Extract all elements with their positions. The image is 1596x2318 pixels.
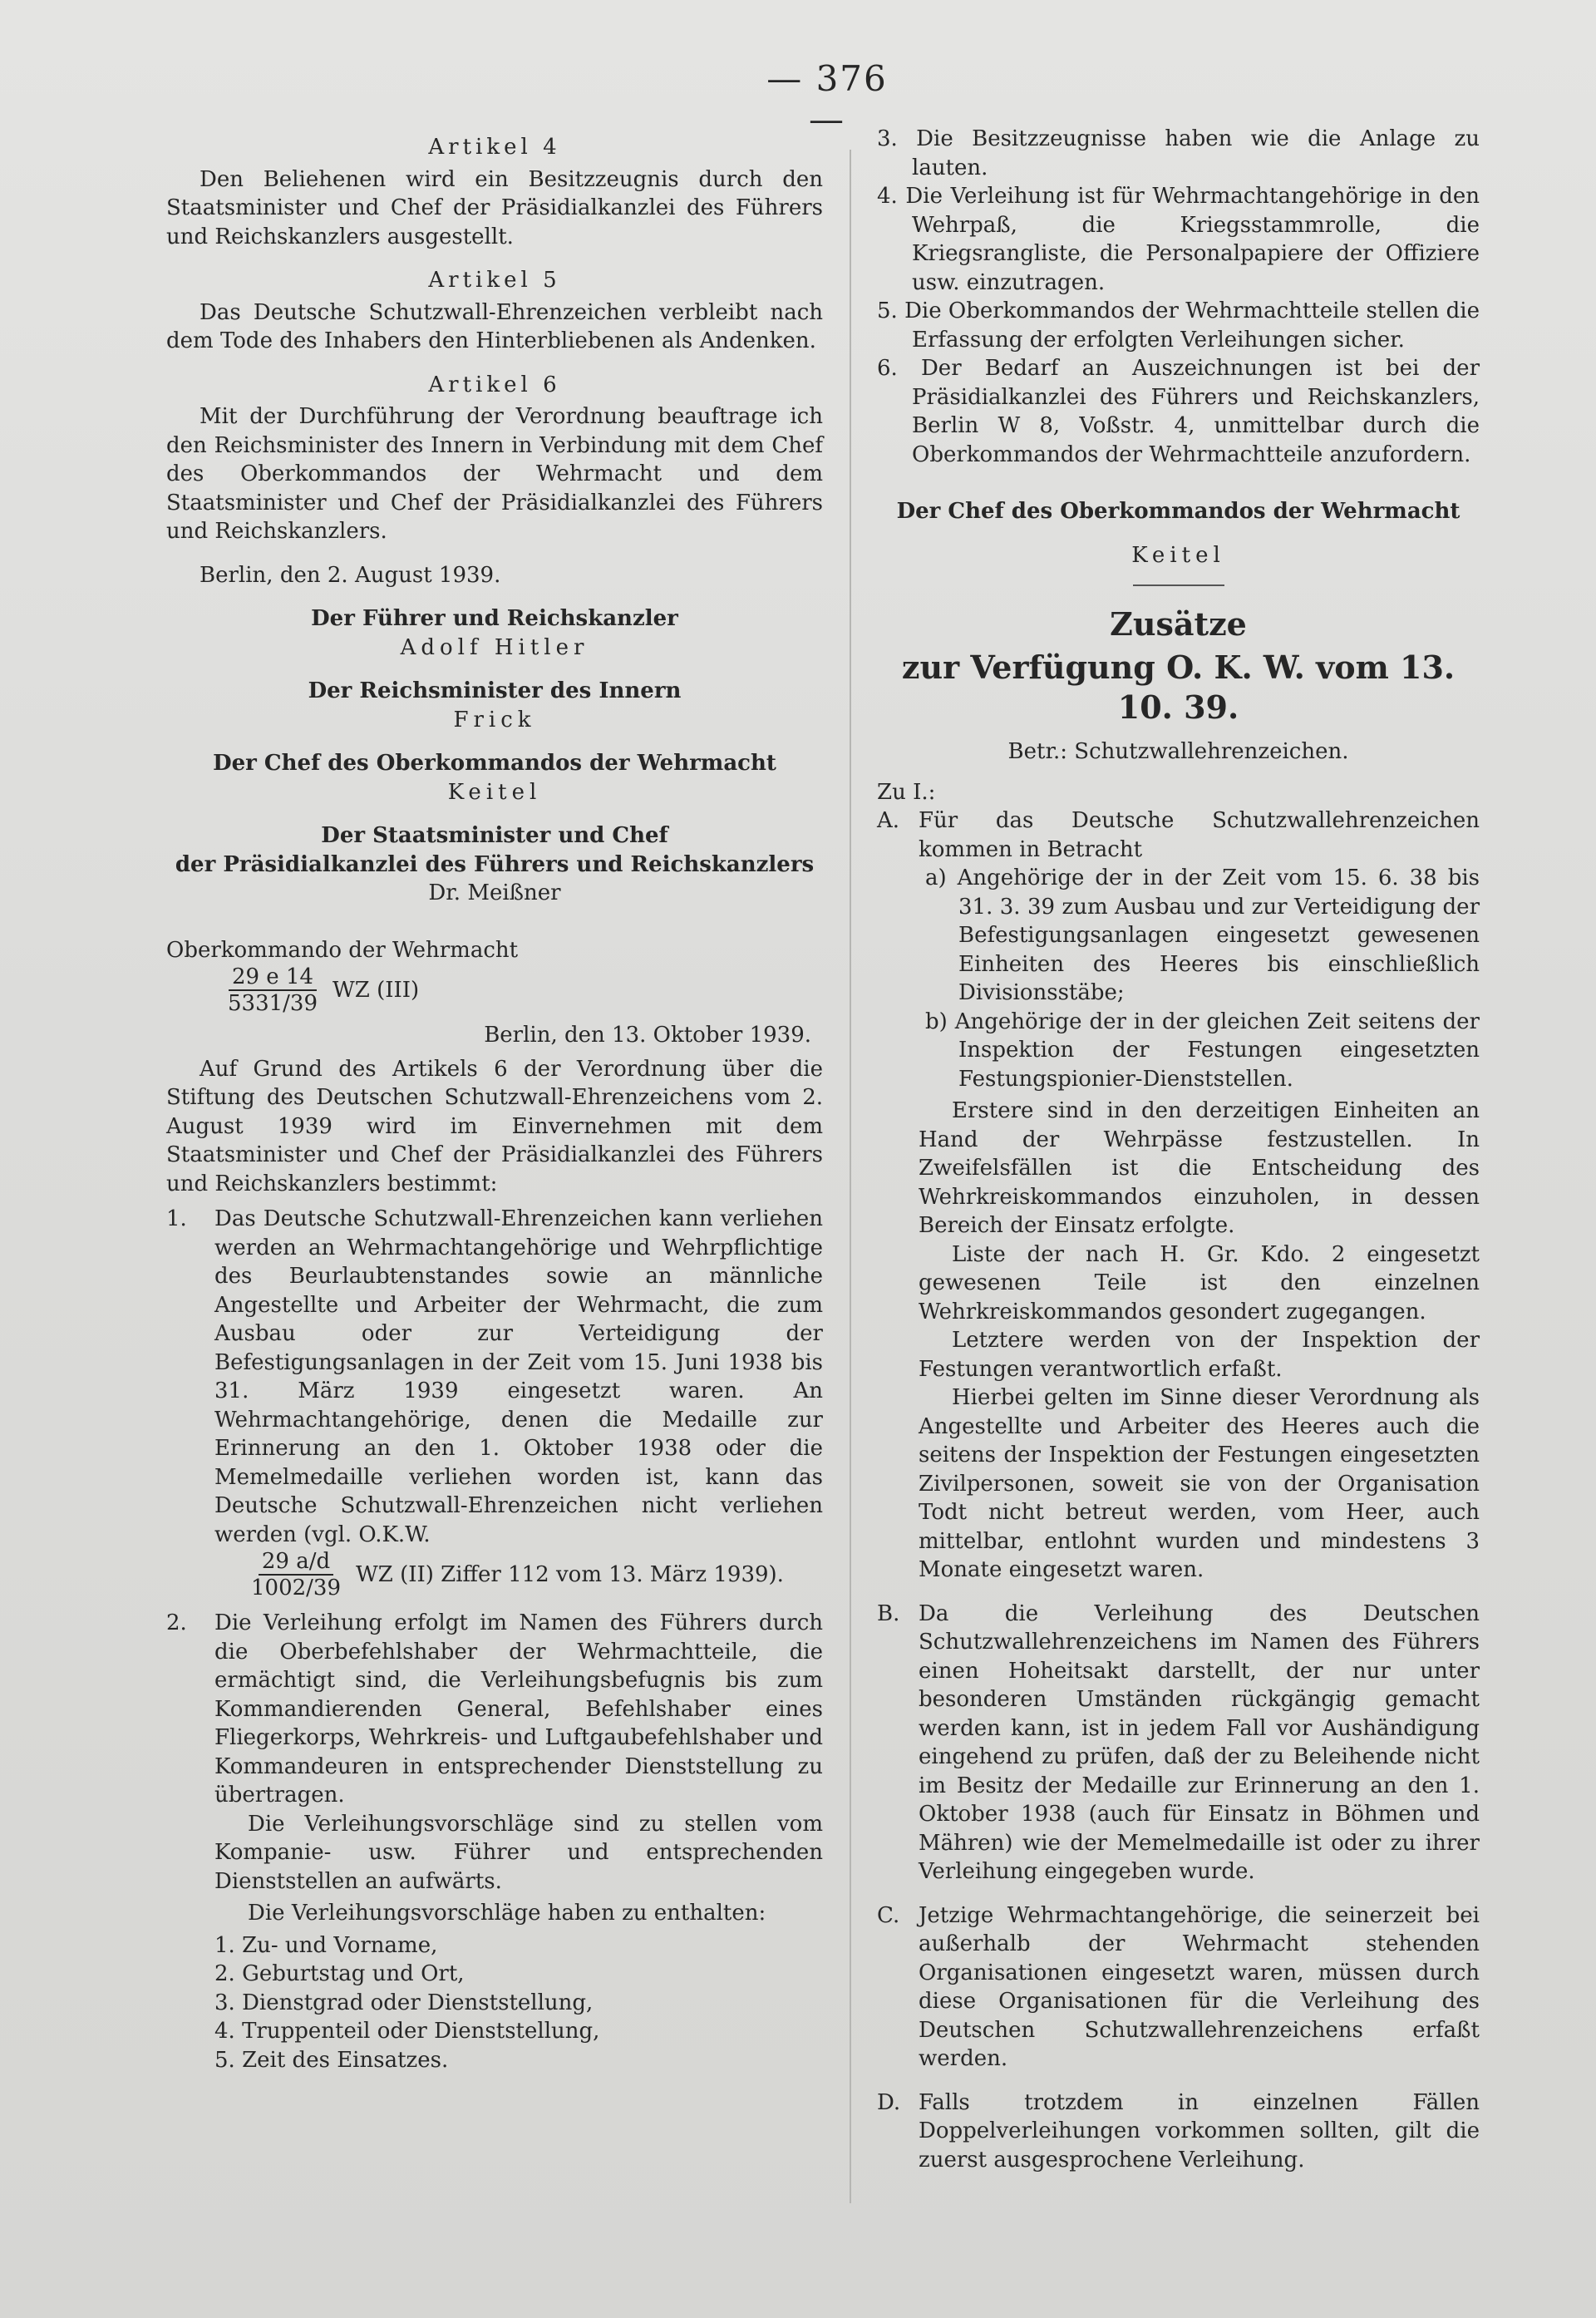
signature-name-keitel: Keitel xyxy=(447,779,542,805)
reference-suffix: WZ (III) xyxy=(332,977,420,1003)
section-a-paragraph-3: Letztere werden von der Inspektion der Festungen verantwortlich erfaßt. xyxy=(919,1328,1480,1382)
article-4-heading: Artikel 4 xyxy=(428,135,561,160)
section-b-label: B. xyxy=(877,1600,900,1626)
subject-line: Betr.: Schutzwallehrenzeichen. xyxy=(1007,739,1349,764)
list-item: 3. Dienstgrad oder Dienststellung, xyxy=(214,1990,594,2015)
okw-date: Berlin, den 13. Oktober 1939. xyxy=(484,1023,811,1048)
section-c-label: C. xyxy=(877,1902,900,1928)
divider-rule xyxy=(1133,584,1224,586)
section-d xyxy=(877,2089,1480,2175)
signature-name-keitel-right: Keitel xyxy=(1131,542,1225,568)
reference-fraction xyxy=(224,964,321,1016)
item-2-number: 2. xyxy=(166,1610,187,1635)
item-2-paragraph-2: Die Verleihungsvorschläge sind zu stellen vom Kompanie- usw. Führer und entsprechenden Dienststellen an aufwärts. xyxy=(214,1811,823,1894)
item-2 xyxy=(166,1609,823,1810)
signature-title-staatsminister: Der Staatsminister und Chef xyxy=(321,823,668,848)
signature-name-frick: Frick xyxy=(453,707,536,732)
signature-title-praesidialkanzlei: der Präsidialkanzlei des Führers und Reichskanzlers xyxy=(175,851,815,877)
item-1-text: Das Deutsche Schutzwall-Ehrenzeichen kann verliehen werden an Wehrmachtangehörige und Wehrpflichtige des Beurlaubtenstandes sowie an männliche Angestellte und Arbeiter der Wehrmacht, die zum Ausbau oder zur Verteidigung der Befestigungsanlagen in der Zeit vom 15. Juni 1938 bis 31. März 1939 eingesetzt waren. An Wehrmachtangehörige, denen die Medaille zur Erinnerung an den 1. Oktober 1938 oder die Memelmedaille verliehen worden ist, kann das Deutsche Schutzwall-Ehrenzeichen nicht verliehen werden (vgl. O.K.W. xyxy=(214,1206,823,1547)
okw-intro: Auf Grund des Artikels 6 der Verordnung über die Stiftung des Deutschen Schutzwall-Ehrenzeichens vom 2. August 1939 wird im Einvernehmen mit dem Staatsminister und Chef der Präsidialkanzlei des Führers und Reichskanzlers bestimmt: xyxy=(166,1056,823,1196)
item-1-ref-suffix: WZ (II) Ziffer 112 vom 13. März 1939). xyxy=(356,1561,784,1587)
left-column xyxy=(166,125,823,2074)
reference-number xyxy=(224,964,823,1016)
item-2-paragraph-3: Die Verleihungsvorschläge haben zu enthalten: xyxy=(248,1901,766,1926)
article-6-heading: Artikel 6 xyxy=(428,372,561,397)
section-a-sub-a: a) Angehörige der in der Zeit vom 15. 6. 38 bis 31. 3. 39 zum Ausbau und zur Verteidigung der Befestigungsanlagen eingesetzt gewesenen Einheiten des Heeres bis einschließlich Divisionsstäbe; xyxy=(925,866,1480,1005)
item-1-fraction xyxy=(248,1549,344,1600)
section-d-label: D. xyxy=(877,2089,901,2115)
column-divider xyxy=(850,150,851,2203)
item-2-text: Die Verleihung erfolgt im Namen des Führers durch die Oberbefehlshaber der Wehrmachtteile, die ermächtigt sind, die Verleihungsbefugnis bis zum Kommandierenden General, Befehlshaber eines Fliegerkorps, Wehrkreis- und Luftgaubefehlshaber und Kommandeuren in entsprechender Dienststellung zu übertragen. xyxy=(214,1610,823,1808)
section-a-paragraph-1: Erstere sind in den derzeitigen Einheiten an Hand der Wehrpässe festzustellen. In Zweifelsfällen ist die Entscheidung des Wehrkreiskommandos einzuholen, in dessen Bereich der Einsatz erfolgte. xyxy=(919,1098,1480,1238)
signature-name-hitler: Adolf Hitler xyxy=(400,634,589,660)
place-date: Berlin, den 2. August 1939. xyxy=(200,562,501,588)
signature-title-interior: Der Reichsminister des Innern xyxy=(308,678,682,703)
section-a-label: A. xyxy=(877,808,900,833)
list-item: 2. Geburtstag und Ort, xyxy=(214,1961,465,1986)
item-3: 3. Die Besitzzeugnisse haben wie die Anlage zu lauten. xyxy=(877,126,1480,180)
list-item: 5. Zeit des Einsatzes. xyxy=(214,2047,449,2073)
item-6: 6. Der Bedarf an Auszeichnungen ist bei der Präsidialkanzlei des Führers und Reichskanzlers, Berlin W 8, Voßstr. 4, unmittelbar durch die Oberkommandos der Wehrmachtteile anzufordern. xyxy=(877,356,1480,467)
item-4: 4. Die Verleihung ist für Wehrmachtangehörige in den Wehrpaß, die Kriegsstammrolle, die Kriegsrangliste, die Personalpapiere der Offiziere usw. einzutragen. xyxy=(877,184,1480,295)
article-5-heading: Artikel 5 xyxy=(428,268,561,293)
article-6-text: Mit der Durchführung der Verordnung beauftrage ich den Reichsminister des Innern in Verbindung mit dem Chef des Oberkommandos der Wehrmacht und dem Staatsminister und Chef der Präsidialkanzlei des Führers und Reichskanzlers. xyxy=(166,404,823,544)
reference-denominator: 5331/39 xyxy=(228,991,318,1016)
item-1-ref-denominator: 1002/39 xyxy=(251,1576,342,1600)
zusaetze-subtitle: zur Verfügung O. K. W. vom 13. 10. 39. xyxy=(901,649,1456,726)
section-c xyxy=(877,1901,1480,2074)
right-column xyxy=(877,125,1480,2174)
section-b xyxy=(877,1600,1480,1886)
okw-header: Oberkommando der Wehrmacht xyxy=(166,937,519,963)
section-a-sub-b: b) Angehörige der in der gleichen Zeit seitens der Inspektion der Festungen eingesetzten Festungspionier-Dienststellen. xyxy=(925,1009,1480,1092)
item-1-number: 1. xyxy=(166,1206,187,1231)
item-1-ref-numerator: 29 a/d xyxy=(259,1549,333,1576)
article-4-text: Den Beliehenen wird ein Besitzzeugnis durch den Staatsminister und Chef der Präsidialkanzlei des Führers und Reichskanzlers ausgestellt. xyxy=(166,166,823,249)
section-a-text: Für das Deutsche Schutzwallehrenzeichen kommen in Betracht xyxy=(919,808,1480,862)
list-item: 1. Zu- und Vorname, xyxy=(214,1932,438,1958)
item-1-reference xyxy=(248,1549,823,1600)
section-zu-1: Zu I.: xyxy=(877,779,936,805)
signature-title-fuehrer: Der Führer und Reichskanzler xyxy=(311,606,678,631)
reference-numerator: 29 e 14 xyxy=(229,964,317,991)
zusaetze-title: Zusätze xyxy=(1110,605,1247,643)
section-c-text: Jetzige Wehrmachtangehörige, die seinerzeit bei außerhalb der Wehrmacht stehenden Organisationen eingesetzt waren, müssen durch diese Organisationen für die Verleihung des Deutschen Schutzwallehrenzeichens erfaßt werden. xyxy=(919,1902,1480,2071)
signature-title-okw-right: Der Chef des Oberkommandos der Wehrmacht xyxy=(896,499,1461,524)
signature-title-okw: Der Chef des Oberkommandos der Wehrmacht xyxy=(213,751,776,776)
section-b-text: Da die Verleihung des Deutschen Schutzwallehrenzeichens im Namen des Führers einen Hoheitsakt darstellt, der nur unter besonderen Umständen rückgängig gemacht werden kann, ist in jedem Fall vor Aushändigung eingehend zu prüfen, daß der zu Beleihende nicht im Besitz der Medaille zur Erinnerung an den 1. Oktober 1938 (auch für Einsatz in Böhmen und Mähren) wie der Memelmedaille ist oder zu ihrer Verleihung eingegeben wurde. xyxy=(919,1600,1480,1884)
section-d-text: Falls trotzdem in einzelnen Fällen Doppelverleihungen vorkommen sollten, gilt die zuerst ausgesprochene Verleihung. xyxy=(919,2089,1480,2173)
page-number: — 376 — xyxy=(766,58,888,140)
article-5-text: Das Deutsche Schutzwall-Ehrenzeichen verbleibt nach dem Tode des Inhabers den Hinterbliebenen als Andenken. xyxy=(166,299,823,353)
section-a-paragraph-4: Hierbei gelten im Sinne dieser Verordnung als Angestellte und Arbeiter des Heeres auch die seitens der Inspektion der Festungen eingesetzten Zivilpersonen, soweit sie von der Organisation Todt nicht betreut werden, vom Heer, auch mittelbar, entlohnt wurden und mindestens 3 Monate eingesetzt waren. xyxy=(919,1385,1480,1582)
item-1 xyxy=(166,1205,823,1549)
section-a-paragraph-2: Liste der nach H. Gr. Kdo. 2 eingesetzt gewesenen Teile ist den einzelnen Wehrkreiskommandos gesondert zugegangen. xyxy=(919,1241,1480,1324)
section-a xyxy=(877,806,1480,864)
item-5: 5. Die Oberkommandos der Wehrmachtteile stellen die Erfassung der erfolgten Verleihungen sicher. xyxy=(877,298,1480,353)
signature-name-meissner: Dr. Meißner xyxy=(428,880,561,905)
proposal-contents-list xyxy=(214,1931,823,2075)
list-item: 4. Truppenteil oder Dienststellung, xyxy=(214,2019,600,2044)
